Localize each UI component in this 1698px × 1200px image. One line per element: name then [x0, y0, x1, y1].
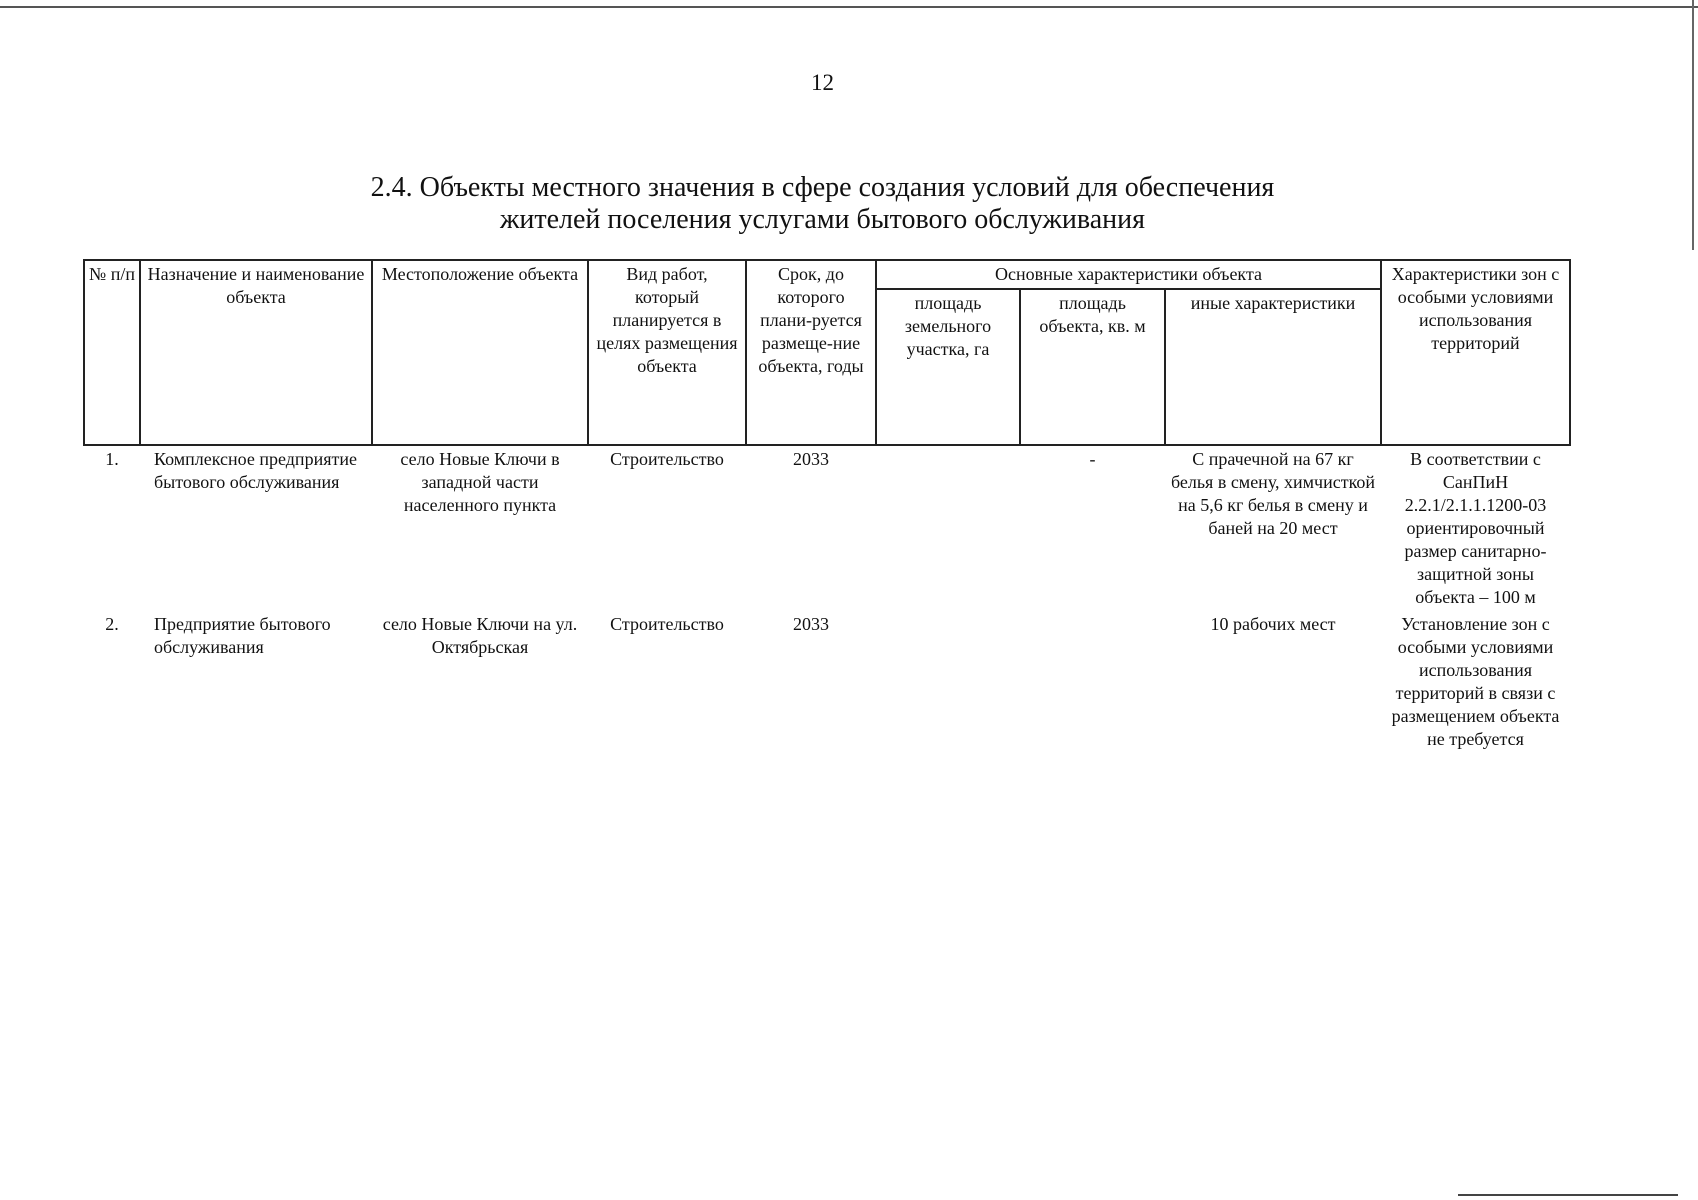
header-object-area: площадь объекта, кв. м — [1020, 289, 1165, 445]
scan-edge-bottom — [1458, 1194, 1678, 1196]
row-object-area — [1020, 611, 1165, 753]
page-number: 12 — [811, 70, 834, 95]
row-num: 1. — [105, 449, 119, 469]
row-other: 10 рабочих мест — [1210, 614, 1336, 634]
header-main-characteristics: Основные характеристики объекта — [876, 260, 1381, 289]
header-other: иные характеристики — [1165, 289, 1381, 445]
header-work-type: Вид работ, который планируется в целях размещения объекта — [588, 260, 746, 445]
header-name: Назначение и наименование объекта — [140, 260, 372, 445]
header-deadline: Срок, до которого плани-руется размеще-ние объекта, годы — [746, 260, 876, 445]
section-title-line-1: 2.4. Объекты местного значения в сфере создания условий для обеспечения — [370, 172, 1275, 203]
section-title — [0, 172, 1645, 236]
table-row — [84, 611, 1570, 753]
scan-edge-right — [1692, 0, 1694, 250]
objects-table — [83, 259, 1571, 753]
row-deadline: 2033 — [793, 614, 829, 634]
row-location: село Новые Ключи на ул. Октябрьская — [382, 614, 578, 657]
header-location: Местоположение объекта — [372, 260, 588, 445]
row-other: С прачечной на 67 кг белья в смену, химчисткой на 5,6 кг белья в смену и баней на 20 мест — [1170, 449, 1376, 538]
section-title-line-2: жителей поселения услугами бытового обслуживания — [500, 204, 1145, 235]
row-zones: В соответствии с СанПиН 2.2.1/2.1.1.1200-03 ориентировочный размер санитарно-защитной зоны объекта – 100 м — [1404, 449, 1547, 607]
header-num: № п/п — [84, 260, 140, 445]
row-deadline: 2033 — [793, 449, 829, 469]
header-land-area: площадь земельного участка, га — [876, 289, 1020, 445]
header-zones: Характеристики зон с особыми условиями использования территорий — [1381, 260, 1570, 445]
row-zones: Установление зон с особыми условиями использования территорий в связи с размещением объекта не требуется — [1391, 614, 1560, 749]
row-land-area — [876, 445, 1020, 611]
scan-edge-top — [0, 6, 1698, 8]
row-location: село Новые Ключи в западной части населенного пункта — [400, 449, 560, 515]
row-num: 2. — [105, 614, 119, 634]
row-land-area — [876, 611, 1020, 753]
row-work-type: Строительство — [610, 614, 724, 634]
row-name: Комплексное предприятие бытового обслуживания — [154, 449, 357, 492]
row-object-area: - — [1089, 449, 1096, 469]
table-row — [84, 445, 1570, 611]
row-name: Предприятие бытового обслуживания — [154, 614, 331, 657]
row-work-type: Строительство — [610, 449, 724, 469]
